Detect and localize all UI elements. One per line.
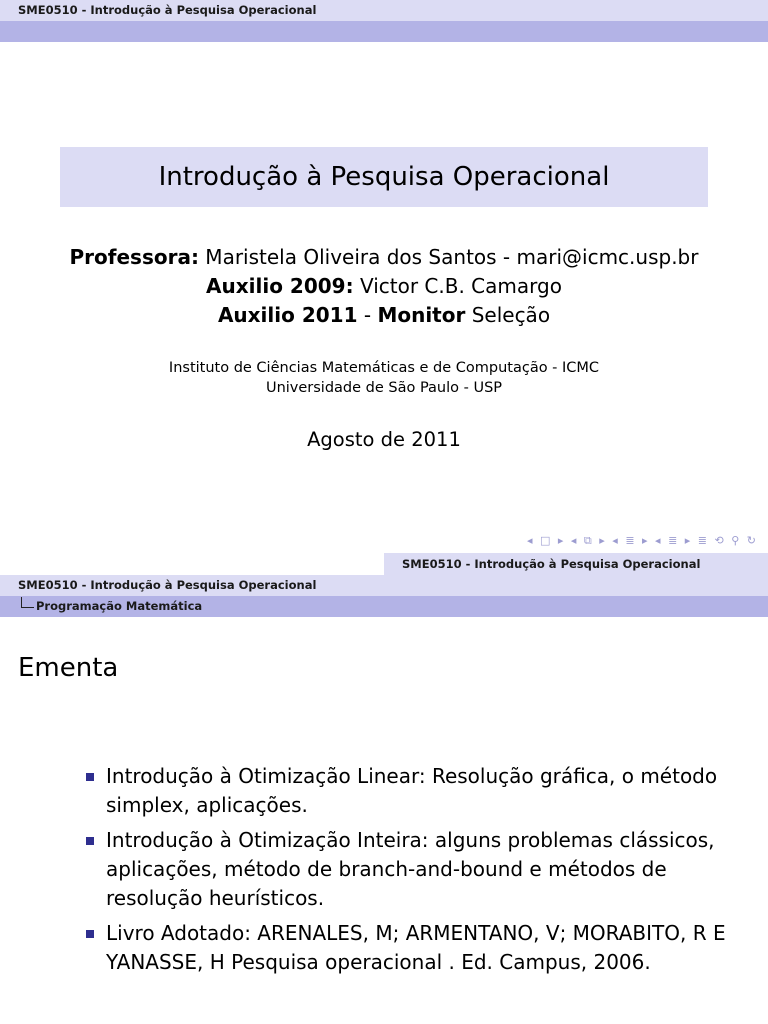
list-item-text: Introdução à Otimização Linear: Resolução gráfica, o método simplex, aplicações. (106, 764, 718, 817)
frame-title: Ementa (18, 653, 119, 683)
institute-line-2: Universidade de São Paulo - USP (265, 380, 503, 396)
author-line-auxilio-2011 (0, 303, 768, 327)
list-item (86, 826, 726, 913)
list-item-text: Introdução à Otimização Inteira: alguns problemas clássicos, aplicações, método de branch-and-bound e métodos de resolução heurísticos. (106, 828, 715, 910)
author-label: Auxilio 2011 (217, 303, 358, 327)
bullet-square-icon (86, 837, 94, 845)
bullet-square-icon (86, 930, 94, 938)
author-label: Auxilio 2009: (206, 274, 354, 298)
slide1-header-title: SME0510 - Introdução à Pesquisa Operacional (18, 3, 317, 17)
list-item (86, 762, 726, 820)
ementa-list (86, 762, 726, 983)
author-text: Seleção (465, 303, 551, 327)
navigation-symbols[interactable]: ◂ □ ▸ ◂ ⧉ ▸ ◂ ≣ ▸ ◂ ≣ ▸ ≣ ⟲ ⚲ ↻ (526, 534, 758, 547)
author-separator: - (357, 303, 378, 327)
list-item (86, 919, 726, 977)
section-tree-connector (21, 597, 34, 608)
slide1-footer-title: SME0510 - Introdução à Pesquisa Operacional (402, 557, 701, 571)
author-label-monitor: Monitor (377, 303, 466, 327)
institute-line-1: Instituto de Ciências Matemáticas e de Computação - ICMC (168, 360, 600, 376)
author-label: Professora: (69, 245, 199, 269)
bullet-square-icon (86, 773, 94, 781)
slide1-date: Agosto de 2011 (307, 428, 461, 451)
list-item-text: Livro Adotado: ARENALES, M; ARMENTANO, V; MORABITO, R E YANASSE, H Pesquisa operacional . Ed. Campus, 2006. (106, 921, 726, 974)
author-line-auxilio-2009 (0, 274, 768, 298)
slide1-title: Introdução à Pesquisa Operacional (158, 162, 610, 192)
author-text: Victor C.B. Camargo (353, 274, 562, 298)
slide2-section-title: Programação Matemática (36, 599, 203, 613)
author-line-professora (0, 245, 768, 269)
slide1-subheader-bar (0, 21, 768, 42)
slide2-header-title: SME0510 - Introdução à Pesquisa Operacional (18, 578, 317, 592)
slide1-footer-left (0, 553, 384, 575)
author-text: Maristela Oliveira dos Santos - mari@icmc.usp.br (198, 245, 699, 269)
slide1-title-box (60, 147, 708, 207)
